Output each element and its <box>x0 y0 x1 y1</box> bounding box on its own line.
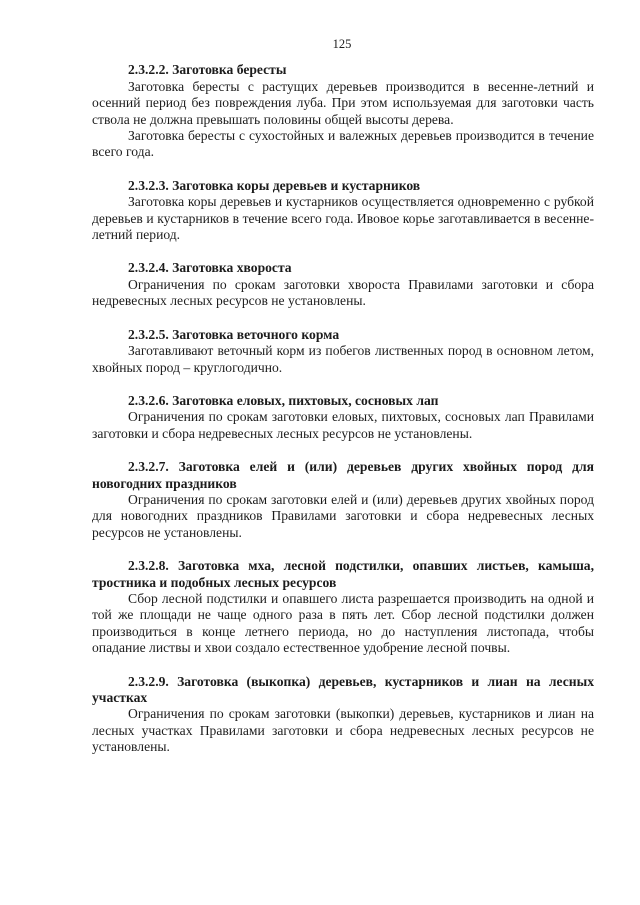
section-heading: 2.3.2.3. Заготовка коры деревьев и кустарников <box>128 177 421 193</box>
section-brushwood <box>92 260 594 309</box>
section-paragraph: Заготавливают веточный корм из побегов лиственных пород в основном летом, хвойных пород – круглогодично. <box>92 343 594 375</box>
section-heading: 2.3.2.6. Заготовка еловых, пихтовых, сосновых лап <box>128 392 439 408</box>
section-heading: 2.3.2.8. Заготовка мха, лесной подстилки, опавших листьев, камыша, тростника и подобных лесных ресурсов <box>92 558 594 590</box>
section-bark-trees <box>92 178 594 244</box>
section-heading: 2.3.2.4. Заготовка хвороста <box>128 260 292 276</box>
section-paragraph: Ограничения по срокам заготовки елей и (или) деревьев других хвойных пород для новогодних праздников Правилами заготовки и сбора недревесных лесных ресурсов не установлены. <box>92 491 594 540</box>
section-heading: 2.3.2.7. Заготовка елей и (или) деревьев других хвойных пород для новогодних праздников <box>92 459 594 491</box>
section-paragraph: Заготовка бересты с сухостойных и валежных деревьев производится в течение всего года. <box>92 128 594 160</box>
section-bark-birch <box>92 62 594 160</box>
section-twig-fodder <box>92 327 594 376</box>
section-conifer-branches <box>92 393 594 442</box>
page-number: 125 <box>332 37 352 51</box>
section-heading: 2.3.2.2. Заготовка бересты <box>128 62 287 78</box>
section-paragraph: Ограничения по срокам заготовки (выкопки) деревьев, кустарников и лиан на лесных участках Правилами заготовки и сбора недревесных лесных ресурсов не установлены. <box>92 706 594 755</box>
section-heading: 2.3.2.5. Заготовка веточного корма <box>128 326 340 342</box>
section-heading: 2.3.2.9. Заготовка (выкопка) деревьев, кустарников и лиан на лесных участках <box>92 673 594 705</box>
section-paragraph: Ограничения по срокам заготовки хвороста Правилами заготовки и сбора недревесных лесных ресурсов не установлены. <box>92 276 594 309</box>
section-paragraph: Заготовка бересты с растущих деревьев производится в весенне-летний и осенний период без повреждения луба. При этом используемая для заготовки часть ствола не должна превышать половины общей высоты дерева. <box>92 78 594 127</box>
section-paragraph: Ограничения по срокам заготовки еловых, пихтовых, сосновых лап Правилами заготовки и сбора недревесных лесных ресурсов не установлены. <box>92 409 594 441</box>
section-paragraph: Заготовка коры деревьев и кустарников осуществляется одновременно с рубкой деревьев и кустарников в течение всего года. Ивовое корье заготавливается в весенне-летний период. <box>92 194 594 243</box>
section-digging-plants <box>92 674 594 756</box>
section-christmas-trees <box>92 459 594 541</box>
section-paragraph: Сбор лесной подстилки и опавшего листа разрешается производить на одной и той же площади не чаще одного раза в пять лет. Сбор лесной подстилки должен производиться в конце летнего периода, но до наступления листопада, чтобы опадание листвы и хвои создало естественное удобрение лесной почвы. <box>92 590 594 656</box>
document-page <box>92 36 594 773</box>
section-moss-litter <box>92 558 594 656</box>
